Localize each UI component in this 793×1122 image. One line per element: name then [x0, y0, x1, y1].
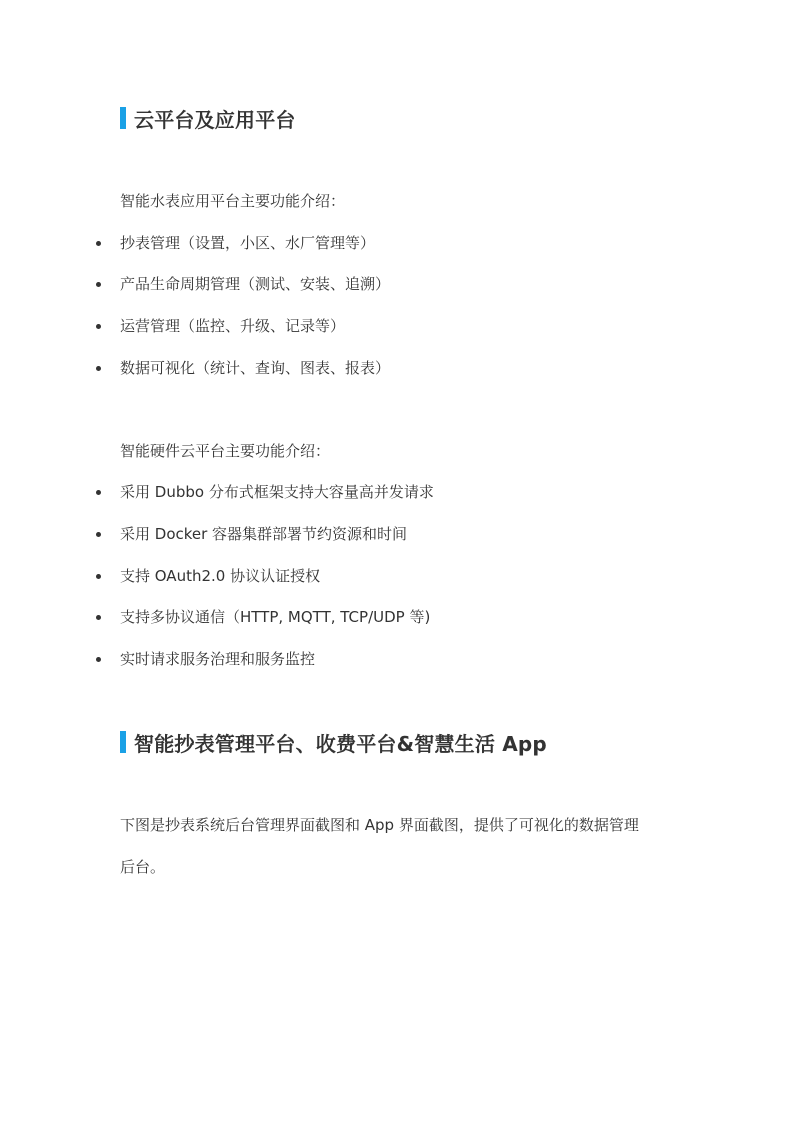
bullet-icon: [96, 366, 101, 371]
bullet-icon: [96, 657, 101, 662]
bullet-icon: [96, 241, 101, 246]
document-page: 云平台及应用平台 智能水表应用平台主要功能介绍： 抄表管理（设置，小区、水厂管理等） 产品生命周期管理（测试、安装、追溯） 运营管理（监控、升级、记录等） 数据可视化（统计、查询、图表、报表） 智能硬件云平台主要功能介绍： 采用 Dubbo 分布式框架支持大容量高并发请求 采用 Docker 容器集群部署节约资源和时间 支持 OAuth2.0 协议认证授权 支持多协议通信（HTTP, MQTT, TCP/UDP 等) 实时请求服务治理和服务监控 智能抄表管理平台、收费平台&智慧生活 App 下图是抄表系统后台管理界面截图和 App 界面截图，提供了可视化的数据管理 后台。: [0, 0, 793, 1122]
heading-accent-bar: [120, 107, 126, 129]
heading-text: 智能抄表管理平台、收费平台&智慧生活 App: [134, 731, 547, 756]
section-heading-cloud-platform: [120, 106, 296, 130]
intro-water-meter-platform: 智能水表应用平台主要功能介绍：: [120, 192, 346, 210]
heading-text: 云平台及应用平台: [134, 107, 296, 132]
bullet-icon: [96, 324, 101, 329]
section-heading-meter-billing-app: [120, 730, 547, 754]
bullet-icon: [96, 490, 101, 495]
bullet-icon: [96, 615, 101, 620]
bullet-icon: [96, 574, 101, 579]
paragraph-line: 下图是抄表系统后台管理界面截图和 App 界面截图，提供了可视化的数据管理: [120, 816, 639, 834]
bullet-icon: [96, 282, 101, 287]
intro-hardware-cloud-platform: 智能硬件云平台主要功能介绍：: [120, 442, 331, 460]
bullet-icon: [96, 532, 101, 537]
heading-accent-bar: [120, 731, 126, 753]
paragraph-line: 后台。: [120, 858, 166, 876]
